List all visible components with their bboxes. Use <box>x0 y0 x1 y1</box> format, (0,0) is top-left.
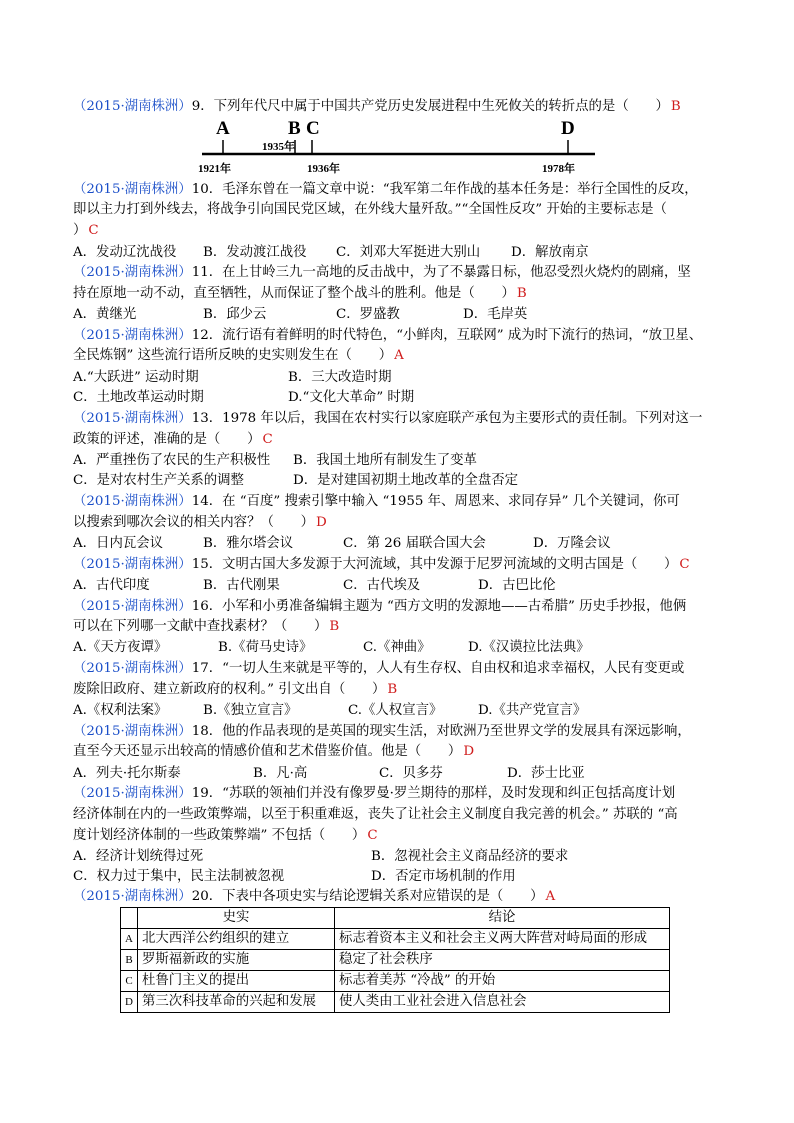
question-text: 10．毛泽东曾在一篇文章中说：“我军第二年作战的基本任务是：举行全国性的反攻， <box>191 182 698 197</box>
source-tag: （2015·湖南株洲） <box>73 265 192 280</box>
question-text-line <box>73 513 327 533</box>
question-text-line <box>73 742 474 762</box>
timeline-letter: A <box>216 118 230 139</box>
option: D．否定市场机制的作用 <box>371 869 516 884</box>
question-9 <box>73 97 681 117</box>
question-text-line <box>73 430 273 450</box>
table-header-cell <box>121 908 138 929</box>
row-key: C <box>121 971 138 992</box>
question-text: 15．文明古国大多发源于大河流域，其中发源于尼罗河流域的文明古国是（ ） <box>191 557 678 572</box>
source-tag: （2015·湖南株洲） <box>73 786 192 801</box>
answer-mark: C <box>367 828 378 843</box>
question-text-line <box>73 221 99 241</box>
option: C．第 26 届联合国大会 <box>343 536 486 551</box>
conclusion-cell: 稳定了社会秩序 <box>335 950 670 971</box>
question-text: 16．小军和小勇准备编辑主题为 “西方文明的发源地——古希腊” 历史手抄报，他俩 <box>191 599 687 614</box>
option: A.《权利法案》 <box>73 703 168 718</box>
option: A．经济计划统得过死 <box>73 849 204 864</box>
question-text: 政策的评述，准确的是（ ） <box>73 432 261 447</box>
question-text-line <box>73 284 527 304</box>
question-14 <box>73 492 680 512</box>
option: D．毛岸英 <box>463 307 528 322</box>
conclusion-cell: 标志着美苏 “冷战” 的开始 <box>335 971 670 992</box>
question-15 <box>73 555 690 575</box>
answer-mark: B <box>516 286 527 301</box>
option: B．三大改造时期 <box>288 370 392 385</box>
fact-cell: 罗斯福新政的实施 <box>138 950 335 971</box>
table-header-row <box>121 908 670 929</box>
source-tag: （2015·湖南株洲） <box>73 99 192 114</box>
table-header-cell: 结论 <box>335 908 670 929</box>
option: D．莎士比亚 <box>507 766 585 781</box>
question-10 <box>73 180 698 200</box>
table-row <box>121 971 670 992</box>
question-text: 全民炼钢” 这些流行语所反映的史实则发生在（ ） <box>73 348 393 363</box>
question-16 <box>73 597 686 617</box>
timeline-year: 1978年 <box>542 163 575 175</box>
option: C．贝多芬 <box>379 766 443 781</box>
answer-mark: B <box>670 99 681 114</box>
option: B.《荷马史诗》 <box>218 640 313 655</box>
answer-mark: C <box>88 223 99 238</box>
question-text: 20．下表中各项史实与结论逻辑关系对应错误的是（ ） <box>191 889 544 904</box>
option: A.《天方夜谭》 <box>73 640 168 655</box>
question-text: 以搜索到哪次会议的相关内容？（ ） <box>73 515 315 530</box>
table-row <box>121 950 670 971</box>
question-12 <box>73 326 702 346</box>
option: D．解放南京 <box>511 245 589 260</box>
question-20 <box>73 887 555 907</box>
question-text-line <box>73 617 339 637</box>
option: D.“文化大革命” 时期 <box>288 390 415 405</box>
option: B．古代刚果 <box>203 578 280 593</box>
question-text: 17．“一切人生来就是平等的，人人有生存权、自由权和追求幸福权，人民有变更或 <box>191 661 685 676</box>
question-17 <box>73 659 684 679</box>
row-key: B <box>121 950 138 971</box>
answer-mark: B <box>329 619 340 634</box>
option: C.《神曲》 <box>363 640 431 655</box>
fact-cell: 杜鲁门主义的提出 <box>138 971 335 992</box>
question-text: 13．1978 年以后，我国在农村实行以家庭联产承包为主要形式的责任制。下列对这一 <box>191 411 703 426</box>
option: B．我国土地所有制发生了变革 <box>293 453 477 468</box>
timeline-year: 1935年 <box>262 141 295 153</box>
option: C．是对农村生产关系的调整 <box>73 473 244 488</box>
option: B．凡·高 <box>253 766 308 781</box>
option: A．日内瓦会议 <box>73 536 164 551</box>
question-18 <box>73 722 691 742</box>
timeline-year: 1936年 <box>307 163 340 175</box>
option: D.《汉谟拉比法典》 <box>468 640 590 655</box>
option: D．万隆会议 <box>533 536 611 551</box>
question-13 <box>73 409 702 429</box>
option: B.《独立宣言》 <box>203 703 298 718</box>
fact-cell: 第三次科技革命的兴起和发展 <box>138 992 335 1013</box>
row-key: A <box>121 929 138 950</box>
option: D．是对建国初期土地改革的全盘否定 <box>293 473 518 488</box>
timeline-letter: C <box>306 118 320 139</box>
question-text-line <box>73 680 397 700</box>
source-tag: （2015·湖南株洲） <box>73 889 192 904</box>
source-tag: （2015·湖南株洲） <box>73 494 192 509</box>
question-text: 持在原地一动不动，直至牺牲，从而保证了整个战斗的胜利。他是（ ） <box>73 286 515 301</box>
conclusion-cell: 使人类由工业社会进入信息社会 <box>335 992 670 1013</box>
source-tag: （2015·湖南株洲） <box>73 724 192 739</box>
question-text: 12．流行语有着鲜明的时代特色，“小鲜肉，互联网” 成为时下流行的热词，“放卫星、 <box>191 328 703 343</box>
question-19 <box>73 784 675 804</box>
answer-mark: D <box>316 515 327 530</box>
table-row <box>121 929 670 950</box>
option: D.《共产党宣言》 <box>478 703 587 718</box>
timeline-letter: B <box>288 118 301 139</box>
option: A．古代印度 <box>73 578 150 593</box>
option: A．黄继光 <box>73 307 137 322</box>
question-text: 11．在上甘岭三九一高地的反击战中，为了不暴露日标，他忍受烈火烧灼的剧痛，坚 <box>191 265 691 280</box>
source-tag: （2015·湖南株洲） <box>73 411 192 426</box>
question-text: 度计划经济体制的一些政策弊端” 不包括（ ） <box>73 828 366 843</box>
table-header-cell: 史实 <box>138 908 335 929</box>
option: A．发动辽沈战役 <box>73 245 177 260</box>
question-11 <box>73 263 691 283</box>
question-text: 19．“苏联的领袖们并没有像罗曼·罗兰期待的那样，及时发现和纠正包括高度计划 <box>191 786 676 801</box>
question-text-line <box>73 346 404 366</box>
question-text-line: 即以主力打到外线去，将战争引向国民党区域，在外线大量歼敌。”“全国性反攻” 开始的主要标志是（ <box>73 202 667 217</box>
option: B．雅尔塔会议 <box>203 536 294 551</box>
source-tag: （2015·湖南株洲） <box>73 557 192 572</box>
option: C.《人权宣言》 <box>348 703 443 718</box>
question-text: 可以在下列哪一文献中查找素材？（ ） <box>73 619 328 634</box>
timeline-year: 1921年 <box>198 163 231 175</box>
option: C．权力过于集中，民主法制被忽视 <box>73 869 285 884</box>
answer-mark: D <box>463 744 475 759</box>
option: A.“大跃进” 运动时期 <box>73 370 199 385</box>
fact-cell: 北大西洋公约组织的建立 <box>138 929 335 950</box>
answer-mark: B <box>387 682 398 697</box>
conclusion-cell: 标志着资本主义和社会主义两大阵营对峙局面的形成 <box>335 929 670 950</box>
option: C．土地改革运动时期 <box>73 390 204 405</box>
answer-mark: C <box>679 557 690 572</box>
row-key: D <box>121 992 138 1013</box>
option: C．古代埃及 <box>343 578 421 593</box>
question-text: ） <box>73 223 87 238</box>
source-tag: （2015·湖南株洲） <box>73 328 192 343</box>
answer-mark: A <box>394 348 404 363</box>
table-row <box>121 992 670 1013</box>
option: B．邱少云 <box>203 307 267 322</box>
source-tag: （2015·湖南株洲） <box>73 182 192 197</box>
option: B．发动渡江战役 <box>203 245 307 260</box>
question-text: 直至今天还显示出较高的情感价值和艺术借鉴价值。他是（ ） <box>73 744 462 759</box>
option: A．列夫·托尔斯泰 <box>73 766 181 781</box>
question-text-line <box>73 826 378 846</box>
option: C．罗盛教 <box>336 307 400 322</box>
answer-mark: C <box>262 432 273 447</box>
question-text: 14．在 “百度” 搜索引擎中输入 “1955 年、周恩来、求同存异” 几个关键词，你可 <box>191 494 680 509</box>
fact-conclusion-table <box>120 907 670 1013</box>
question-text: 18．他的作品表现的是英国的现实生活，对欧洲乃至世界文学的发展具有深远影响， <box>191 724 691 739</box>
answer-mark: A <box>545 889 556 904</box>
source-tag: （2015·湖南株洲） <box>73 661 192 676</box>
option: D．古巴比伦 <box>478 578 556 593</box>
question-text-line: 经济体制在内的一些政策弊端，以至于积重难返，丧失了让社会主义制度自我完善的机会。” 苏联的 “高 <box>73 807 678 822</box>
option: C．刘邓大军挺进大别山 <box>336 245 481 260</box>
option: B．忽视社会主义商品经济的要求 <box>371 849 569 864</box>
option: A．严重挫伤了农民的生产积极性 <box>73 453 271 468</box>
source-tag: （2015·湖南株洲） <box>73 599 192 614</box>
question-text: 9．下列年代尺中属于中国共产党历史发展进程中生死攸关的转折点的是（ ） <box>191 99 669 114</box>
question-text: 废除旧政府、建立新政府的权利。” 引文出自（ ） <box>73 682 386 697</box>
timeline-ruler <box>190 118 610 176</box>
timeline-letter: D <box>561 118 575 139</box>
